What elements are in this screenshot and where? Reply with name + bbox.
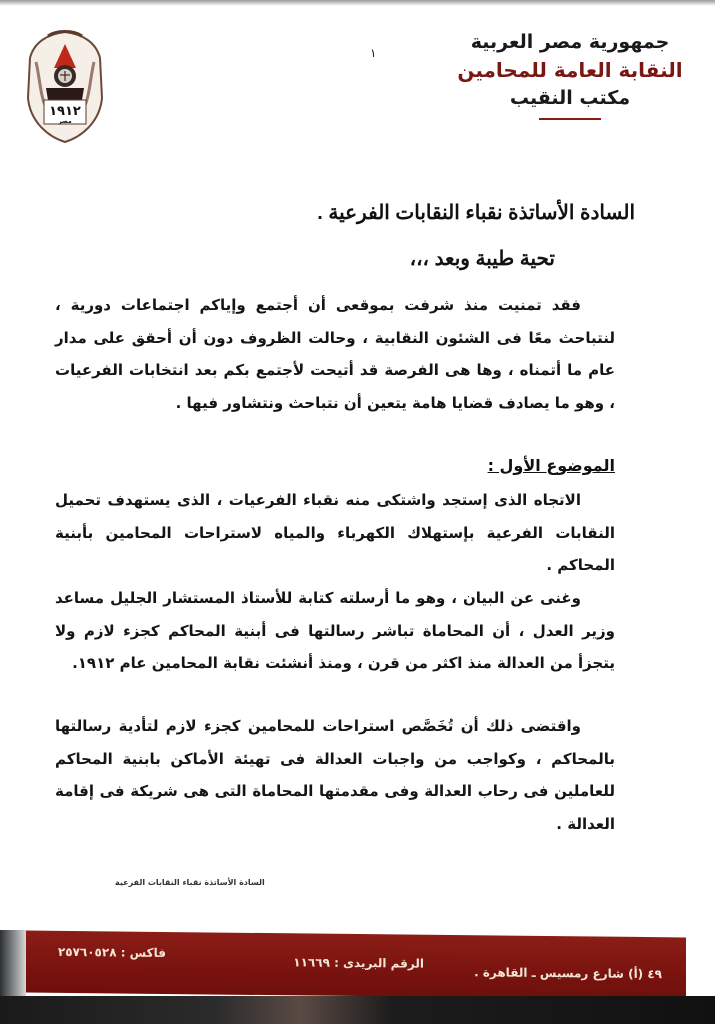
footer-note: السادة الأساتذة نقباء النقابات الفرعية bbox=[115, 878, 265, 887]
letterhead-divider bbox=[539, 118, 601, 120]
salutation: السادة الأساتذة نقباء النقابات الفرعية . bbox=[317, 202, 635, 224]
footer-address: ٤٩ (أ) شارع رمسيس ـ القاهرة . bbox=[474, 965, 662, 982]
letterhead bbox=[455, 28, 685, 120]
paragraph-topic-one: الاتجاه الذى إستجد واشتكى منه نقباء الفرعيات ، الذى يستهدف تحميل النقابات الفرعية بإستهلاك الكهرباء والمياه لاستراحات المحامين بأبنية المحاكم . bbox=[55, 491, 615, 574]
greeting: تحية طيبة وبعد ،،، bbox=[409, 248, 555, 270]
footer-postal-code: الرقم البريدى : ١١٦٦٩ bbox=[293, 955, 424, 971]
letterhead-country: جمهورية مصر العربية bbox=[470, 31, 670, 53]
logo-caption: مصر bbox=[58, 118, 72, 125]
bar-association-emblem-logo bbox=[24, 28, 106, 144]
page-number: ١ bbox=[370, 46, 377, 60]
paragraph-explanation: وغنى عن البيان ، وهو ما أرسلته كتابة للأستاذ المستشار الجليل مساعد وزير العدل ، أن المحاماة تباشر رسالتها فى أبنية المحاكم كجزء لازم ولا يتجزأ من العدالة منذ اكثر من قرن ، ومنذ أنشئت نقابة المحامين عام ١٩١٢. bbox=[55, 589, 615, 672]
page-shadow bbox=[0, 930, 26, 1000]
paragraph-intro: فقد تمنيت منذ شرفت بموقعى أن أجتمع وإياكم اجتماعات دورية ، لنتباحث معًا فى الشئون النقابية ، وحالت الظروف دون أن أحقق على مدار عام ما أتمناه ، وها هى الفرصة قد أتيحت لأجتمع بكم بعد انتخابات الفرعيات ، وهو ما يصادف قضايا هامة يتعين أن نتباحث ونتشاور فيها . bbox=[55, 296, 615, 412]
letterhead-organization: النقابة العامة للمحامين bbox=[457, 58, 683, 82]
logo-year: ١٩١٢ bbox=[49, 104, 81, 119]
topic-heading: الموضوع الأول : bbox=[487, 456, 615, 475]
page-top-edge bbox=[0, 0, 715, 6]
letterhead-office: مكتب النقيب bbox=[509, 87, 631, 109]
footer-contact-band bbox=[26, 931, 686, 1000]
photo-background-desk bbox=[0, 996, 715, 1024]
paragraph-conclusion: واقتضى ذلك أن تُخَصَّص استراحات للمحامين كجزء لازم لتأدية رسالتها بالمحاكم ، وكواجب من واجبات العدالة فى تهيئة الأماكن بابنية المحاكم للعاملين فى رحاب العدالة وفى مقدمتها المحاماة التى هى شريكة فى إقامة العدالة . bbox=[55, 717, 615, 833]
footer-fax: فاكس : ٢٥٧٦٠٥٢٨ bbox=[57, 944, 166, 961]
